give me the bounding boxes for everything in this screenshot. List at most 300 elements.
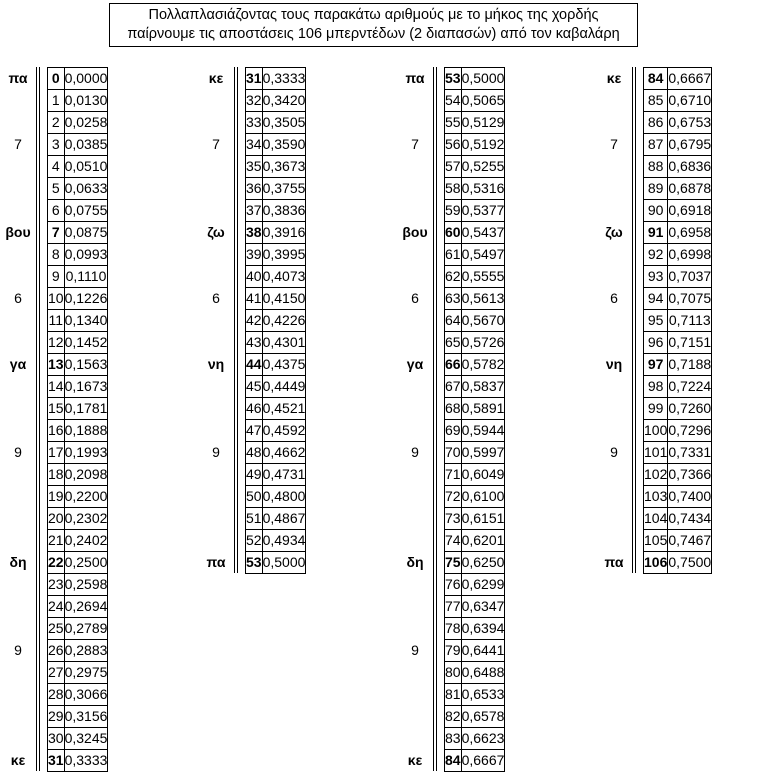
table-row	[445, 134, 505, 156]
fret-number-cell: 68	[445, 398, 462, 420]
ratio-value-cell: 0,1993	[64, 442, 108, 464]
fret-number-cell: 55	[445, 112, 462, 134]
ratio-value-cell: 0,6347	[461, 596, 505, 618]
interval-label: 9	[411, 642, 419, 658]
fret-number-cell: 5	[48, 178, 65, 200]
table-row	[48, 596, 108, 618]
table-row	[48, 552, 108, 574]
table-row	[644, 420, 712, 442]
table-row	[644, 68, 712, 90]
table-row	[445, 244, 505, 266]
ratio-value-cell: 0,3420	[262, 90, 306, 112]
ratio-value-cell: 0,0130	[64, 90, 108, 112]
table-row	[644, 200, 712, 222]
fret-number-cell: 99	[644, 398, 668, 420]
fret-number-cell: 79	[445, 640, 462, 662]
fret-number-cell: 22	[48, 552, 65, 574]
note-name-label: νη	[605, 356, 623, 372]
table-row	[48, 288, 108, 310]
fret-number-cell: 37	[246, 200, 263, 222]
fret-number-cell: 101	[644, 442, 668, 464]
note-name-label: βου	[5, 224, 31, 240]
fret-number-cell: 53	[246, 552, 263, 574]
ratio-value-cell: 0,0755	[64, 200, 108, 222]
table-row	[445, 90, 505, 112]
table-row	[48, 90, 108, 112]
ratio-value-cell: 0,4800	[262, 486, 306, 508]
interval-label: 7	[610, 136, 618, 152]
ratio-value-cell: 0,7434	[668, 508, 712, 530]
ratio-value-cell: 0,6488	[461, 662, 505, 684]
ratio-value-cell: 0,7113	[668, 310, 712, 332]
table-row	[48, 728, 108, 750]
table-row	[246, 90, 306, 112]
table-row	[48, 574, 108, 596]
fret-number-cell: 103	[644, 486, 668, 508]
fret-number-cell: 45	[246, 376, 263, 398]
fret-number-cell: 72	[445, 486, 462, 508]
fret-number-cell: 97	[644, 354, 668, 376]
fret-number-cell: 83	[445, 728, 462, 750]
fret-number-cell: 104	[644, 508, 668, 530]
ratio-value-cell: 0,6299	[461, 574, 505, 596]
fret-number-cell: 92	[644, 244, 668, 266]
ratio-value-cell: 0,1563	[64, 354, 108, 376]
table-title-box	[109, 3, 638, 47]
table-row	[445, 376, 505, 398]
ratio-value-cell: 0,6201	[461, 530, 505, 552]
ratio-value-cell: 0,7224	[668, 376, 712, 398]
ratio-value-cell: 0,4934	[262, 530, 306, 552]
table-row	[644, 530, 712, 552]
table-row	[48, 112, 108, 134]
fret-number-cell: 98	[644, 376, 668, 398]
table-row	[246, 552, 306, 574]
interval-label: 9	[14, 444, 22, 460]
ratio-value-cell: 0,3066	[64, 684, 108, 706]
ratio-value-cell: 0,6878	[668, 178, 712, 200]
table-row	[48, 156, 108, 178]
ratio-value-cell: 0,1340	[64, 310, 108, 332]
table-row	[48, 134, 108, 156]
table-row	[445, 398, 505, 420]
table-row	[48, 420, 108, 442]
fret-number-cell: 33	[246, 112, 263, 134]
table-row	[445, 728, 505, 750]
fret-number-cell: 88	[644, 156, 668, 178]
ratio-value-cell: 0,6623	[461, 728, 505, 750]
fret-number-cell: 15	[48, 398, 65, 420]
table-row	[445, 178, 505, 200]
table-row	[48, 354, 108, 376]
table-row	[644, 442, 712, 464]
fret-number-cell: 2	[48, 112, 65, 134]
table-row	[445, 684, 505, 706]
fret-number-cell: 4	[48, 156, 65, 178]
ratio-value-cell: 0,0633	[64, 178, 108, 200]
ratio-value-cell: 0,5129	[461, 112, 505, 134]
table-row	[644, 266, 712, 288]
table-row	[644, 310, 712, 332]
fret-number-cell: 1	[48, 90, 65, 112]
ratio-value-cell: 0,5437	[461, 222, 505, 244]
ratio-value-cell: 0,3245	[64, 728, 108, 750]
table-row	[48, 508, 108, 530]
note-name-label: ζω	[207, 224, 225, 240]
ratio-value-cell: 0,3673	[262, 156, 306, 178]
note-name-label: ζω	[605, 224, 623, 240]
fret-number-cell: 102	[644, 464, 668, 486]
ratio-value-cell: 0,3156	[64, 706, 108, 728]
fret-number-cell: 49	[246, 464, 263, 486]
table-row	[644, 464, 712, 486]
table-row	[445, 530, 505, 552]
fret-number-cell: 38	[246, 222, 263, 244]
fret-number-cell: 34	[246, 134, 263, 156]
ratio-value-cell: 0,4150	[262, 288, 306, 310]
table-row	[48, 266, 108, 288]
note-name-label: πα	[604, 554, 624, 570]
ratio-table	[245, 67, 306, 574]
fret-number-cell: 11	[48, 310, 65, 332]
fret-number-cell: 51	[246, 508, 263, 530]
fret-number-cell: 48	[246, 442, 263, 464]
interval-label: 6	[411, 290, 419, 306]
table-row	[48, 706, 108, 728]
fret-number-cell: 20	[48, 508, 65, 530]
table-row	[246, 178, 306, 200]
interval-label: 7	[14, 136, 22, 152]
ratio-value-cell: 0,5944	[461, 420, 505, 442]
fret-number-cell: 63	[445, 288, 462, 310]
fret-number-cell: 66	[445, 354, 462, 376]
table-row	[445, 464, 505, 486]
fret-number-cell: 69	[445, 420, 462, 442]
interval-label: 7	[212, 136, 220, 152]
table-row	[445, 420, 505, 442]
fret-number-cell: 31	[246, 68, 263, 90]
ratio-value-cell: 0,1781	[64, 398, 108, 420]
ratio-value-cell: 0,6918	[668, 200, 712, 222]
table-row	[48, 332, 108, 354]
scale-bracket-bar	[632, 67, 636, 573]
interval-label: 9	[610, 444, 618, 460]
title-line-2: παίρνουμε τις αποστάσεις 106 μπερντέδων (2 διαπασών) από τον καβαλάρη	[127, 26, 620, 42]
ratio-value-cell: 0,7500	[668, 552, 712, 574]
table-row	[48, 68, 108, 90]
table-row	[644, 90, 712, 112]
fret-number-cell: 62	[445, 266, 462, 288]
ratio-table	[444, 67, 505, 772]
table-row	[445, 662, 505, 684]
interval-label: 6	[610, 290, 618, 306]
ratio-value-cell: 0,2302	[64, 508, 108, 530]
ratio-value-cell: 0,5891	[461, 398, 505, 420]
fret-number-cell: 84	[644, 68, 668, 90]
ratio-value-cell: 0,1110	[64, 266, 108, 288]
fret-number-cell: 87	[644, 134, 668, 156]
fret-number-cell: 9	[48, 266, 65, 288]
ratio-value-cell: 0,2694	[64, 596, 108, 618]
ratio-value-cell: 0,7331	[668, 442, 712, 464]
fret-number-cell: 6	[48, 200, 65, 222]
ratio-value-cell: 0,5670	[461, 310, 505, 332]
table-row	[644, 486, 712, 508]
interval-label: 9	[411, 444, 419, 460]
ratio-value-cell: 0,5316	[461, 178, 505, 200]
fret-number-cell: 80	[445, 662, 462, 684]
ratio-table	[643, 67, 712, 574]
table-row	[246, 200, 306, 222]
ratio-value-cell: 0,3916	[262, 222, 306, 244]
fret-number-cell: 46	[246, 398, 263, 420]
ratio-value-cell: 0,0510	[64, 156, 108, 178]
interval-label: 7	[411, 136, 419, 152]
table-row	[48, 530, 108, 552]
table-row	[246, 442, 306, 464]
table-row	[246, 508, 306, 530]
ratio-value-cell: 0,3836	[262, 200, 306, 222]
ratio-value-cell: 0,6710	[668, 90, 712, 112]
table-row	[48, 464, 108, 486]
table-row	[644, 398, 712, 420]
fret-number-cell: 12	[48, 332, 65, 354]
table-row	[246, 156, 306, 178]
ratio-value-cell: 0,6958	[668, 222, 712, 244]
fret-number-cell: 59	[445, 200, 462, 222]
fret-number-cell: 71	[445, 464, 462, 486]
note-name-label: πα	[405, 70, 425, 86]
table-row	[246, 398, 306, 420]
note-name-label: γα	[9, 356, 27, 372]
table-row	[644, 156, 712, 178]
table-row	[445, 354, 505, 376]
ratio-value-cell: 0,5255	[461, 156, 505, 178]
ratio-value-cell: 0,5000	[461, 68, 505, 90]
note-name-label: πα	[206, 554, 226, 570]
ratio-value-cell: 0,4731	[262, 464, 306, 486]
ratio-value-cell: 0,6250	[461, 552, 505, 574]
ratio-value-cell: 0,5192	[461, 134, 505, 156]
table-row	[246, 134, 306, 156]
note-name-label: κε	[10, 752, 26, 768]
ratio-value-cell: 0,1673	[64, 376, 108, 398]
fret-number-cell: 10	[48, 288, 65, 310]
fret-number-cell: 16	[48, 420, 65, 442]
table-row	[445, 288, 505, 310]
fret-number-cell: 81	[445, 684, 462, 706]
ratio-value-cell: 0,4592	[262, 420, 306, 442]
fret-number-cell: 54	[445, 90, 462, 112]
table-row	[246, 530, 306, 552]
table-row	[445, 68, 505, 90]
ratio-value-cell: 0,2200	[64, 486, 108, 508]
ratio-value-cell: 0,5613	[461, 288, 505, 310]
ratio-value-cell: 0,0385	[64, 134, 108, 156]
fret-number-cell: 28	[48, 684, 65, 706]
ratio-value-cell: 0,4662	[262, 442, 306, 464]
table-row	[644, 244, 712, 266]
fret-number-cell: 100	[644, 420, 668, 442]
ratio-value-cell: 0,6667	[668, 68, 712, 90]
table-row	[445, 508, 505, 530]
fret-number-cell: 41	[246, 288, 263, 310]
ratio-value-cell: 0,6836	[668, 156, 712, 178]
ratio-value-cell: 0,4073	[262, 266, 306, 288]
ratio-value-cell: 0,6578	[461, 706, 505, 728]
ratio-value-cell: 0,1226	[64, 288, 108, 310]
fret-number-cell: 24	[48, 596, 65, 618]
ratio-value-cell: 0,4375	[262, 354, 306, 376]
fret-number-cell: 95	[644, 310, 668, 332]
ratio-value-cell: 0,4521	[262, 398, 306, 420]
table-row	[246, 354, 306, 376]
fret-number-cell: 36	[246, 178, 263, 200]
ratio-value-cell: 0,3755	[262, 178, 306, 200]
note-name-label: δη	[9, 554, 27, 570]
table-row	[48, 750, 108, 772]
ratio-value-cell: 0,3995	[262, 244, 306, 266]
table-row	[48, 244, 108, 266]
ratio-table	[47, 67, 108, 772]
fret-number-cell: 40	[246, 266, 263, 288]
table-row	[644, 288, 712, 310]
fret-number-cell: 58	[445, 178, 462, 200]
fret-number-cell: 26	[48, 640, 65, 662]
fret-number-cell: 14	[48, 376, 65, 398]
ratio-value-cell: 0,0258	[64, 112, 108, 134]
fret-number-cell: 61	[445, 244, 462, 266]
ratio-value-cell: 0,6753	[668, 112, 712, 134]
ratio-value-cell: 0,7296	[668, 420, 712, 442]
fret-number-cell: 82	[445, 706, 462, 728]
ratio-value-cell: 0,2789	[64, 618, 108, 640]
note-name-label: δη	[406, 554, 424, 570]
table-row	[246, 332, 306, 354]
note-name-label: γα	[406, 356, 424, 372]
table-row	[445, 266, 505, 288]
ratio-value-cell: 0,5555	[461, 266, 505, 288]
fret-number-cell: 65	[445, 332, 462, 354]
table-row	[445, 310, 505, 332]
table-row	[445, 156, 505, 178]
table-row	[246, 464, 306, 486]
note-name-label: κε	[208, 70, 224, 86]
ratio-value-cell: 0,7366	[668, 464, 712, 486]
ratio-value-cell: 0,6151	[461, 508, 505, 530]
ratio-value-cell: 0,5000	[262, 552, 306, 574]
table-row	[48, 376, 108, 398]
ratio-value-cell: 0,7400	[668, 486, 712, 508]
fret-number-cell: 90	[644, 200, 668, 222]
fret-number-cell: 43	[246, 332, 263, 354]
fret-number-cell: 74	[445, 530, 462, 552]
table-row	[445, 332, 505, 354]
fret-number-cell: 25	[48, 618, 65, 640]
table-row	[48, 442, 108, 464]
table-row	[246, 310, 306, 332]
fret-number-cell: 35	[246, 156, 263, 178]
fret-number-cell: 47	[246, 420, 263, 442]
fret-number-cell: 13	[48, 354, 65, 376]
fret-number-cell: 96	[644, 332, 668, 354]
table-row	[246, 288, 306, 310]
ratio-value-cell: 0,5837	[461, 376, 505, 398]
table-row	[246, 420, 306, 442]
fret-number-cell: 89	[644, 178, 668, 200]
fret-number-cell: 50	[246, 486, 263, 508]
interval-label: 6	[14, 290, 22, 306]
table-row	[48, 398, 108, 420]
ratio-value-cell: 0,5782	[461, 354, 505, 376]
fret-number-cell: 84	[445, 750, 462, 772]
table-row	[644, 134, 712, 156]
ratio-value-cell: 0,0993	[64, 244, 108, 266]
ratio-value-cell: 0,7075	[668, 288, 712, 310]
ratio-value-cell: 0,4301	[262, 332, 306, 354]
table-row	[445, 112, 505, 134]
table-row	[644, 508, 712, 530]
fret-number-cell: 8	[48, 244, 65, 266]
ratio-value-cell: 0,4226	[262, 310, 306, 332]
fret-number-cell: 52	[246, 530, 263, 552]
fret-number-cell: 29	[48, 706, 65, 728]
ratio-value-cell: 0,7188	[668, 354, 712, 376]
ratio-value-cell: 0,5497	[461, 244, 505, 266]
fret-number-cell: 77	[445, 596, 462, 618]
note-name-label: κε	[606, 70, 622, 86]
ratio-value-cell: 0,6394	[461, 618, 505, 640]
fret-number-cell: 93	[644, 266, 668, 288]
table-row	[445, 618, 505, 640]
fret-number-cell: 17	[48, 442, 65, 464]
ratio-value-cell: 0,2402	[64, 530, 108, 552]
ratio-value-cell: 0,2598	[64, 574, 108, 596]
note-name-label: κε	[407, 752, 423, 768]
ratio-value-cell: 0,0875	[64, 222, 108, 244]
fret-number-cell: 39	[246, 244, 263, 266]
table-row	[445, 574, 505, 596]
table-row	[48, 684, 108, 706]
ratio-value-cell: 0,5377	[461, 200, 505, 222]
fret-number-cell: 105	[644, 530, 668, 552]
ratio-value-cell: 0,1452	[64, 332, 108, 354]
table-row	[445, 442, 505, 464]
table-row	[445, 200, 505, 222]
ratio-value-cell: 0,3590	[262, 134, 306, 156]
fret-number-cell: 53	[445, 68, 462, 90]
fret-number-cell: 70	[445, 442, 462, 464]
table-row	[246, 266, 306, 288]
table-row	[445, 222, 505, 244]
table-row	[48, 310, 108, 332]
fret-number-cell: 7	[48, 222, 65, 244]
note-name-label: πα	[8, 70, 28, 86]
ratio-value-cell: 0,7151	[668, 332, 712, 354]
ratio-value-cell: 0,2975	[64, 662, 108, 684]
table-row	[48, 662, 108, 684]
ratio-value-cell: 0,6795	[668, 134, 712, 156]
fret-number-cell: 78	[445, 618, 462, 640]
scale-bracket-bar	[433, 67, 437, 771]
table-row	[644, 552, 712, 574]
fret-number-cell: 3	[48, 134, 65, 156]
fret-number-cell: 91	[644, 222, 668, 244]
fret-number-cell: 0	[48, 68, 65, 90]
fret-number-cell: 44	[246, 354, 263, 376]
table-row	[48, 486, 108, 508]
fret-number-cell: 56	[445, 134, 462, 156]
